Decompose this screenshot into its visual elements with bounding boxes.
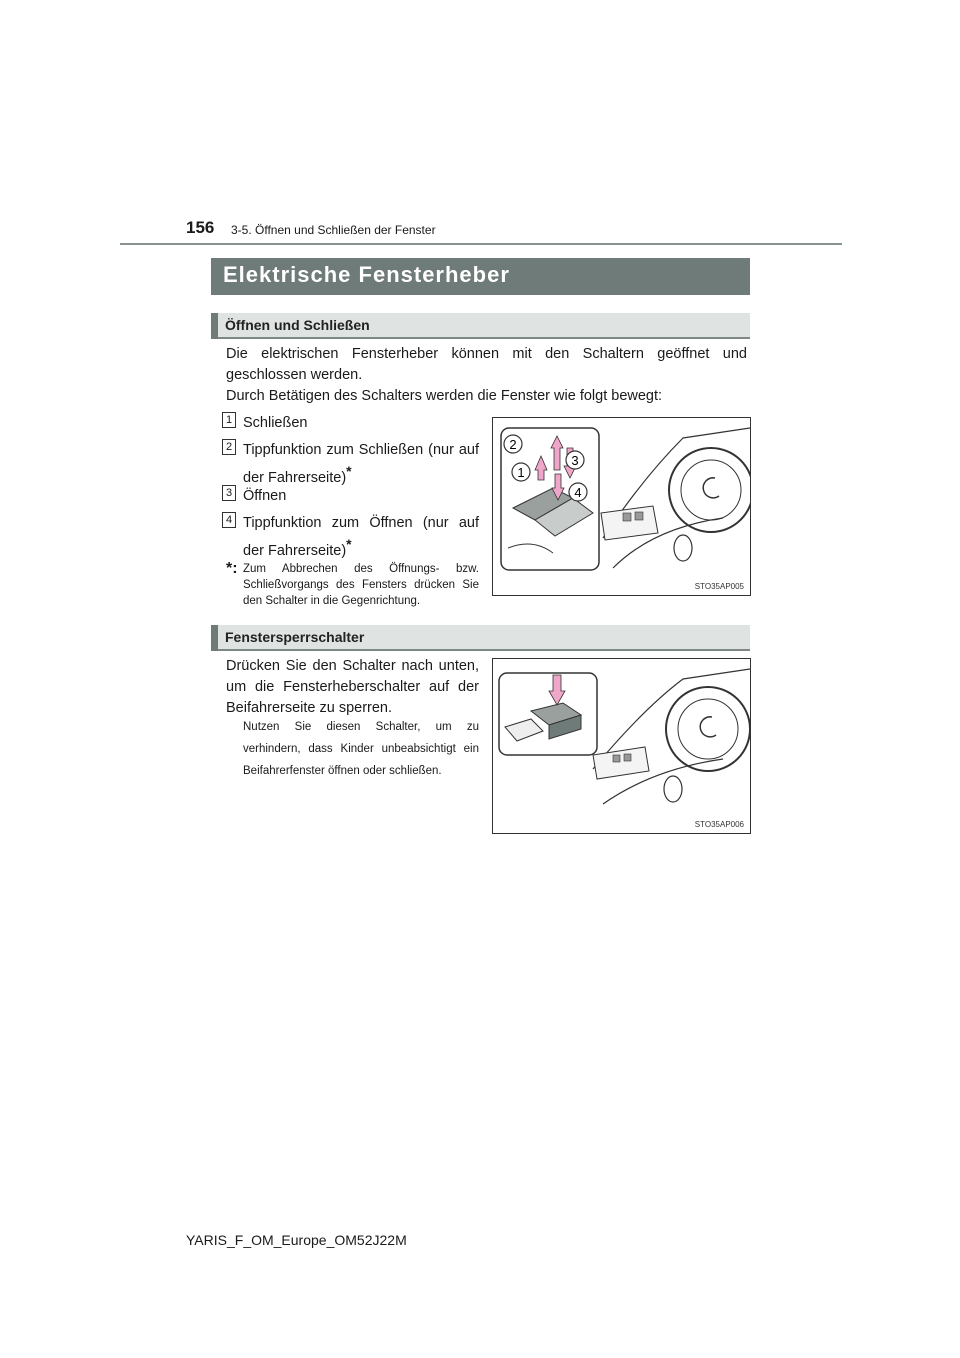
intro-paragraph-2: Durch Betätigen des Schalters werden die Fenster wie folgt bewegt: [226, 388, 663, 404]
item-number: 1 [222, 412, 236, 428]
list-item: Öffnen [243, 488, 287, 504]
section-heading-bar [211, 313, 750, 339]
section-heading: Fenstersperrschalter [225, 629, 365, 645]
document-footer: YARIS_F_OM_Europe_OM52J22M [186, 1232, 407, 1248]
asterisk-mark: * [346, 463, 352, 479]
item-number: 3 [222, 485, 236, 501]
list-item: Schließen [243, 415, 308, 431]
lock-switch-description: Drücken Sie den Schalter nach unten, um die Fensterheberschalter auf der Beifahrerseite zu sperren. [226, 658, 479, 716]
list-item [243, 440, 479, 489]
item-number: 2 [222, 439, 236, 455]
page-title: Elektrische Fensterheber [223, 262, 510, 287]
section-breadcrumb: 3-5. Öffnen und Schließen der Fenster [231, 223, 436, 237]
section-heading-bar [211, 625, 750, 651]
window-switch-illustration [492, 417, 751, 596]
footnote-marker: *: [226, 560, 238, 577]
list-item [243, 513, 479, 562]
asterisk-mark: * [346, 536, 352, 552]
window-switch-drawing [493, 418, 750, 595]
callout-label: 4 [574, 485, 582, 500]
figure-code: STO35AP006 [694, 820, 744, 829]
list-item-text: Tippfunktion zum Öffnen (nur auf der Fahrerseite) [243, 515, 479, 559]
callout-label: 3 [571, 453, 579, 468]
intro-paragraph: Die elektrischen Fensterheber können mit den Schaltern geöffnet und geschlossen werden. [226, 346, 747, 383]
lock-switch-drawing [493, 659, 750, 833]
header-divider [120, 243, 842, 245]
callout-label: 2 [509, 437, 517, 452]
heading-accent [211, 313, 218, 339]
footnote: Zum Abbrechen des Öffnungs- bzw. Schließvorgangs des Fensters drücken Sie den Schalter in die Gegenrichtung. [243, 563, 479, 607]
lock-switch-note: Nutzen Sie diesen Schalter, um zu verhindern, dass Kinder unbeabsichtigt ein Beifahrerfenster öffnen oder schließen. [243, 721, 479, 777]
heading-accent [211, 625, 218, 651]
page-number: 156 [186, 218, 215, 237]
item-number: 4 [222, 512, 236, 528]
list-item-text: Tippfunktion zum Schließen (nur auf der Fahrerseite) [243, 442, 479, 486]
window-lock-switch-illustration [492, 658, 751, 834]
callout-label: 1 [517, 465, 525, 480]
section-heading: Öffnen und Schließen [225, 317, 370, 333]
figure-code: STO35AP005 [694, 582, 744, 591]
